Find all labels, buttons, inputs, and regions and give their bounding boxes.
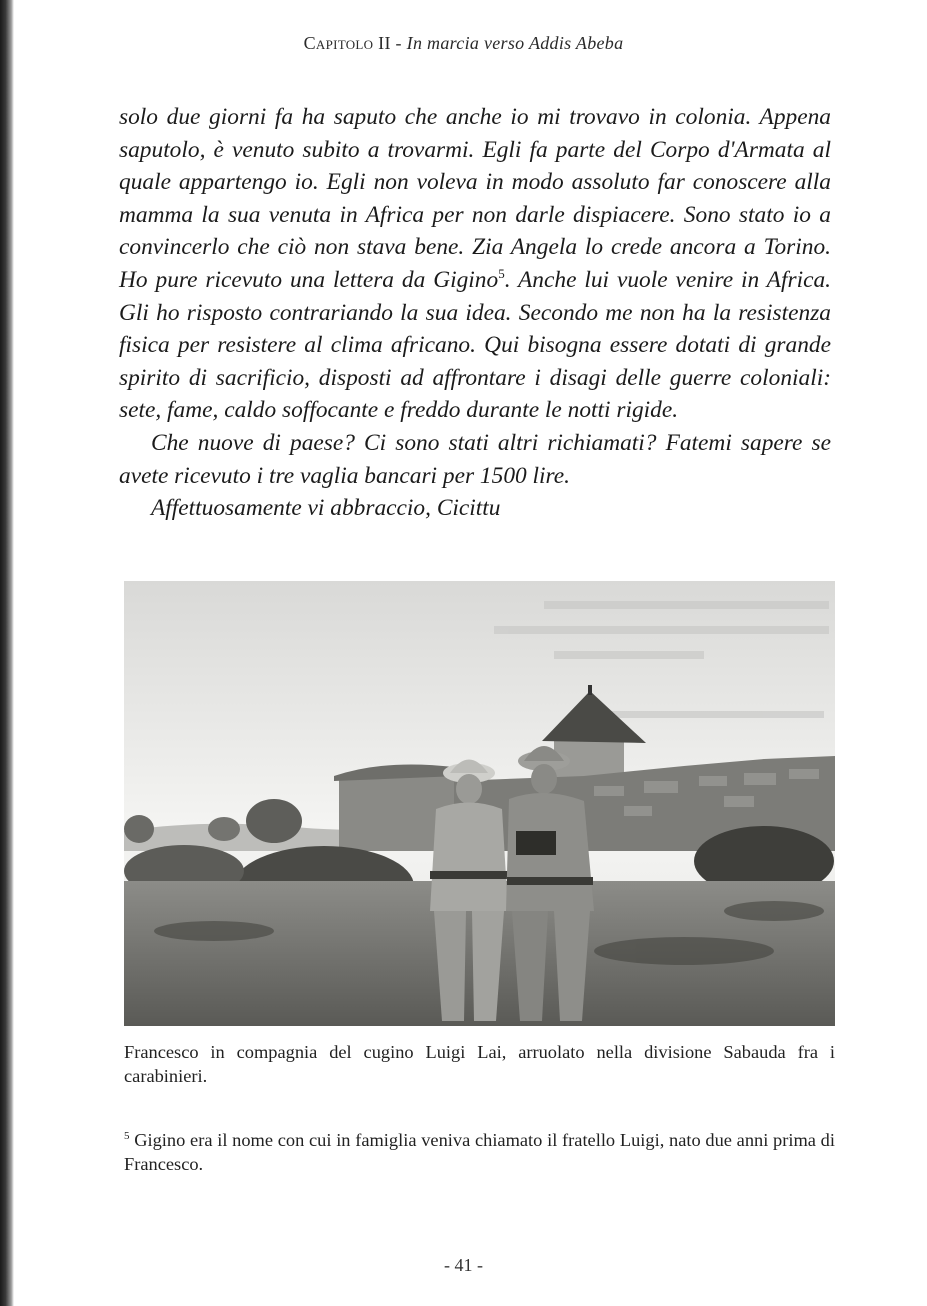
page-number: - 41 - bbox=[444, 1255, 483, 1275]
scan-edge-shadow bbox=[0, 0, 14, 1306]
footnote bbox=[124, 1128, 835, 1176]
photograph-two-soldiers bbox=[124, 581, 835, 1026]
photograph-illustration bbox=[124, 581, 835, 1026]
letter-paragraph-2: Che nuove di paese? Ci sono stati altri richiamati? Fatemi sapere se avete ricevuto i tre vaglia bancari per 1500 lire. bbox=[119, 429, 831, 489]
footnote-marker: 5 bbox=[124, 1129, 130, 1142]
chapter-title: In marcia verso Addis Abeba bbox=[406, 33, 624, 53]
letter-paragraph-1-part-a: solo due giorni fa ha saputo che anche io mi trovavo in colonia. Appena saputolo, è venuto subito a trovarmi. Egli fa parte del Corpo d'Armata al quale appartengo io. Egli non voleva in modo assoluto far conoscere alla mamma la sua venuta in Africa per non darle dispiacere. Sono stato io a convincerlo che ciò non stava bene. Zia Angela lo crede ancora a Torino. Ho pure ricevuto una lettera da Gigino bbox=[119, 104, 831, 293]
header-separator: - bbox=[390, 33, 407, 53]
footnote-reference: 5 bbox=[498, 266, 505, 282]
photo-caption: Francesco in compagnia del cugino Luigi Lai, arruolato nella divisione Sabauda fra i carabinieri. bbox=[124, 1042, 835, 1086]
footnote-text: Gigino era il nome con cui in famiglia veniva chiamato il fratello Luigi, nato due anni prima di Francesco. bbox=[124, 1130, 835, 1174]
running-head bbox=[0, 33, 927, 54]
letter-paragraph-1-part-b: . Anche lui vuole venire in Africa. Gli ho risposto contrariando la sua idea. Secondo me non ha la resistenza fisica per resistere al clima africano. Qui bisogna essere dotati di grande spirito di sacrificio, disposti ad affrontare i disagi delle guerre coloniali: sete, fame, caldo soffocante e freddo durante le notti rigide. bbox=[119, 266, 831, 424]
letter-closing: Affettuosamente vi abbraccio, Cicittu bbox=[151, 495, 501, 522]
chapter-label: Capitolo II bbox=[303, 33, 391, 53]
letter-text bbox=[119, 101, 831, 525]
letter-paragraph-1 bbox=[119, 101, 831, 427]
